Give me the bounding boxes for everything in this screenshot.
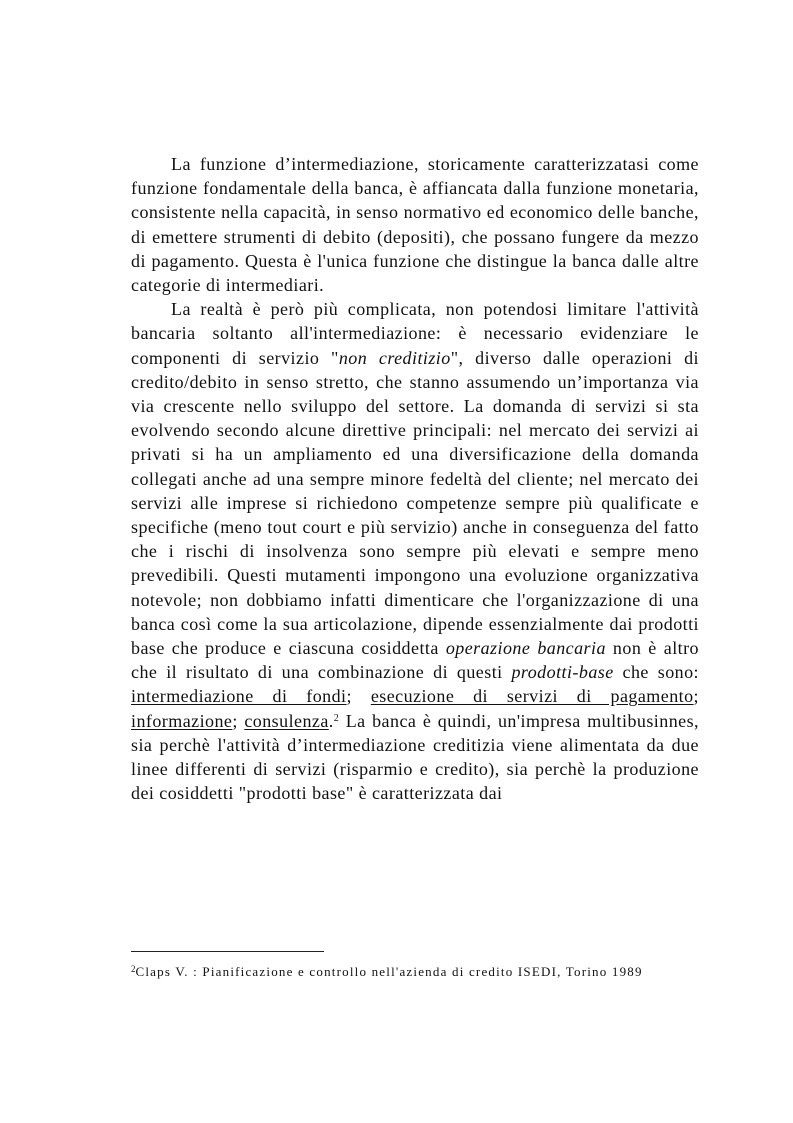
paragraph-2 xyxy=(131,297,699,805)
italic-term: prodotti-base xyxy=(511,662,614,683)
text-run: che sono: xyxy=(613,662,700,683)
underlined-term: informazione xyxy=(131,710,233,731)
underlined-term: consulenza xyxy=(244,710,329,731)
underlined-term: intermediazione di fondi xyxy=(131,686,347,707)
underlined-term: esecuzione di servizi di pagamento xyxy=(370,686,694,707)
body-text xyxy=(131,152,699,805)
paragraph-1 xyxy=(131,152,699,297)
footnote-text: Claps V. : Pianificazione e controllo nell'azienda di credito ISEDI, Torino 1989 xyxy=(135,964,643,979)
footnote-number: 2 xyxy=(131,964,136,974)
text-run: La realtà è però più complicata, non potendosi limitare l'attività bancaria soltanto all'intermediazione: è necessario evidenziare le componenti di servizio " xyxy=(131,299,699,368)
text-run: La banca è quindi, un'impresa multibusinnes, sia perchè l'attività d’intermediazione creditizia viene alimentata da due linee differenti di servizi (risparmio e credito), sia perchè la produzione dei cosiddetti "prodotti base" è caratterizzata dai xyxy=(131,710,699,804)
text-run: ; xyxy=(693,686,699,707)
italic-term: operazione bancaria xyxy=(445,638,606,659)
text-run: ; xyxy=(232,710,245,731)
italic-term: non creditizio xyxy=(338,347,451,368)
text-run: . xyxy=(328,710,334,731)
text-run: non è altro che il risultato di una combinazione di questi xyxy=(131,638,699,683)
text-run: ", diverso dalle operazioni di credito/debito in senso stretto, che stanno assumendo un’importanza via via crescente nello sviluppo del settore. La domanda di servizi si sta evolvendo secondo alcune direttive principali: nel mercato dei servizi ai privati si ha un ampliamento ed una diversificazione della domanda collegati anche ad una sempre minore fedeltà del cliente; nel mercato dei servizi alle imprese si richiedono competenze sempre più qualificate e specifiche (meno tout court e più servizio) anche in conseguenza del fatto che i rischi di insolvenza sono sempre più elevati e sempre meno prevedibili. Questi mutamenti impongono una evoluzione organizzativa notevole; non dobbiamo infatti dimenticare che l'organizzazione di una banca così come la sua articolazione, dipende essenzialmente dai prodotti base che produce e ciascuna cosiddetta xyxy=(131,347,699,659)
footnote-separator xyxy=(131,951,324,952)
footnote-ref: 2 xyxy=(333,712,340,724)
text-run: ; xyxy=(346,686,371,707)
footnote xyxy=(131,960,691,981)
text-run: La funzione d’intermediazione, storicamente caratterizzatasi come funzione fondamentale della banca, è affiancata dalla funzione monetaria, consistente nella capacità, in senso normativo ed economico delle banche, di emettere strumenti di debito (depositi), che possano fungere da mezzo di pagamento. Questa è l'unica funzione che distingue la banca dalle altre categorie di intermediari. xyxy=(131,154,699,296)
